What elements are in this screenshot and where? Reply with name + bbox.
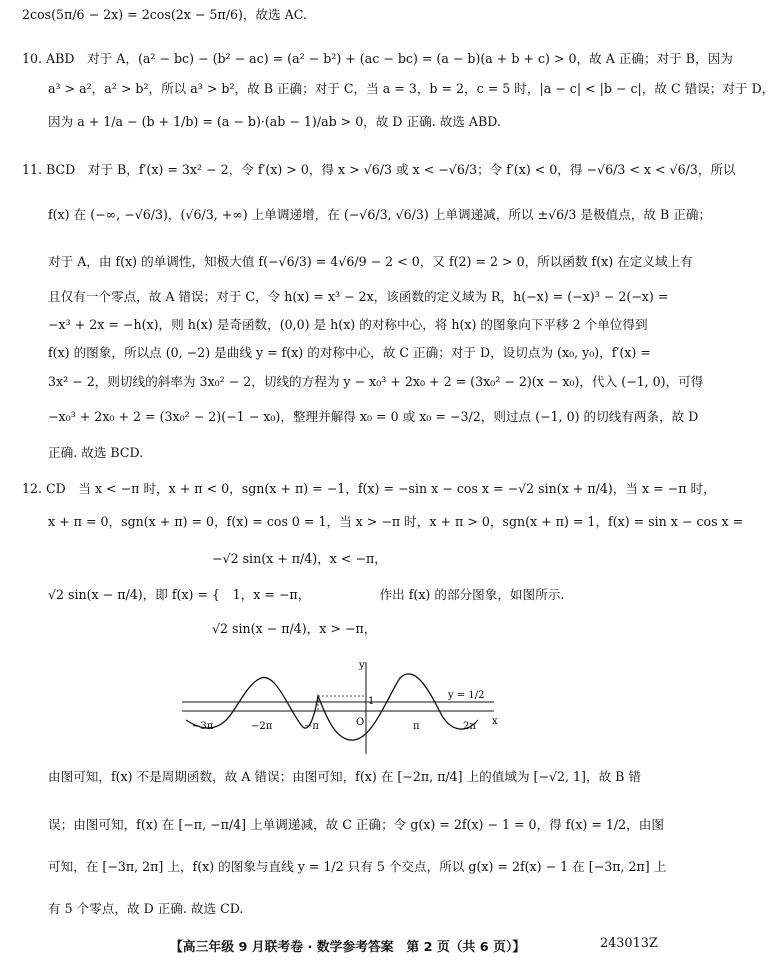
text-line: 误；由图可知，f(x) 在 [−π, −π/4] 上单调递减，故 C 正确；令 g(x) = 2f(x) − 1 = 0，得 f(x) = 1/2，由图: [48, 817, 664, 832]
curve: [186, 674, 478, 740]
x-axis-label: x: [492, 716, 498, 727]
text-line: f(x) 在 (−∞, −√6/3)，(√6/3, +∞) 上单调递增，在 (−√6/3, √6/3) 上单调递减，所以 ±√6/3 是极值点，故 B 正确；: [48, 207, 712, 222]
y-axis-label: y: [359, 660, 365, 671]
text-line: 正确. 故选 BCD.: [48, 445, 144, 460]
text-line: 且仅有一个零点，故 A 错误；对于 C，令 h(x) = x³ − 2x，该函数的定义域为 R，h(−x) = (−x)³ − 2(−x) =: [48, 289, 669, 304]
tick-label-2pi: 2π: [463, 721, 476, 732]
text-line: 11. BCD 对于 B，f′(x) = 3x² − 2，令 f′(x) > 0，得 x > √6/3 或 x < −√6/3；令 f′(x) < 0，得 −√6/3 < x < √6/3，所以: [22, 162, 736, 177]
text-line: −x³ + 2x = −h(x)，则 h(x) 是奇函数，(0,0) 是 h(x) 的对称中心，将 h(x) 的图象向下平移 2 个单位得到: [48, 317, 648, 332]
text-line: −√2 sin(x + π/4)，x < −π，: [212, 551, 387, 566]
text-line: x + π = 0，sgn(x + π) = 0，f(x) = cos 0 = 1，当 x > −π 时，x + π > 0，sgn(x + π) = 1，f(x) = sin x − cos x =: [48, 514, 744, 529]
text-line: √2 sin(x − π/4)，x > −π，: [212, 621, 377, 636]
tick-label-pi: π: [413, 721, 420, 732]
text-line: 12. CD 当 x < −π 时，x + π < 0，sgn(x + π) = −1，f(x) = −sin x − cos x = −√2 sin(x + π/4)，当 x = −π 时，: [22, 481, 716, 496]
text-line: −x₀³ + 2x₀ + 2 = (3x₀² − 2)(−1 − x₀)，整理并解得 x₀ = 0 或 x₀ = −3/2，则过点 (−1, 0) 的切线有两条，故 D: [48, 409, 699, 424]
tick-label-minus-3pi: −3π: [192, 721, 214, 732]
tick-label-minus-pi: −π: [304, 721, 319, 732]
text-line: 10. ABD 对于 A，(a² − bc) − (b² − ac) = (a² − b²) + (ac − bc) = (a − b)(a + b + c) > 0，故 A 正确；对于 B，因为: [22, 51, 733, 66]
text-line: 2cos(5π/6 − 2x) = 2cos(2x − 5π/6)，故选 AC.: [22, 7, 307, 22]
footer-title: 【高三年级 9 月联考卷 · 数学参考答案 第 2 页（共 6 页）】: [170, 940, 526, 955]
line-label: y = 1/2: [448, 690, 485, 701]
one-label: 1: [368, 696, 375, 707]
text-line: 对于 A，由 f(x) 的单调性，知极大值 f(−√6/3) = 4√6/9 − 2 < 0，又 f(2) = 2 > 0，所以函数 f(x) 在定义域上有: [48, 254, 693, 269]
function-graph: [178, 658, 498, 758]
text-line: 因为 a + 1/a − (b + 1/b) = (a − b)·(ab − 1)/ab > 0，故 D 正确. 故选 ABD.: [48, 114, 501, 129]
text-line: 由图可知，f(x) 不是周期函数，故 A 错误；由图可知，f(x) 在 [−2π, π/4] 上的值域为 [−√2, 1]，故 B 错: [48, 769, 642, 784]
text-line: a³ > a²，a² > b²，所以 a³ > b²，故 B 正确；对于 C，当 a = 3，b = 2，c = 5 时，|a − c| < |b − c|，故 C 错误；对于 D，: [48, 81, 774, 96]
text-line: 可知，在 [−3π, 2π] 上，f(x) 的图象与直线 y = 1/2 只有 5 个交点，所以 g(x) = 2f(x) − 1 在 [−3π, 2π] 上: [48, 859, 667, 874]
text-line: √2 sin(x − π/4)，即 f(x) = { 1，x = −π， 作出 f(x) 的部分图象，如图所示.: [48, 587, 565, 602]
text-line: 有 5 个零点，故 D 正确. 故选 CD.: [48, 901, 244, 916]
text-line: f(x) 的图象，所以点 (0, −2) 是曲线 y = f(x) 的对称中心，故 C 正确；对于 D，设切点为 (x₀, y₀)，f′(x) =: [48, 345, 651, 360]
tick-label-minus-2pi: −2π: [251, 721, 273, 732]
text-line: 3x² − 2，则切线的斜率为 3x₀² − 2，切线的方程为 y − x₀³ + 2x₀ + 2 = (3x₀² − 2)(x − x₀)，代入 (−1, 0)，可得: [48, 374, 704, 389]
origin-label: O: [356, 717, 365, 728]
footer-code: 243013Z: [600, 936, 658, 951]
